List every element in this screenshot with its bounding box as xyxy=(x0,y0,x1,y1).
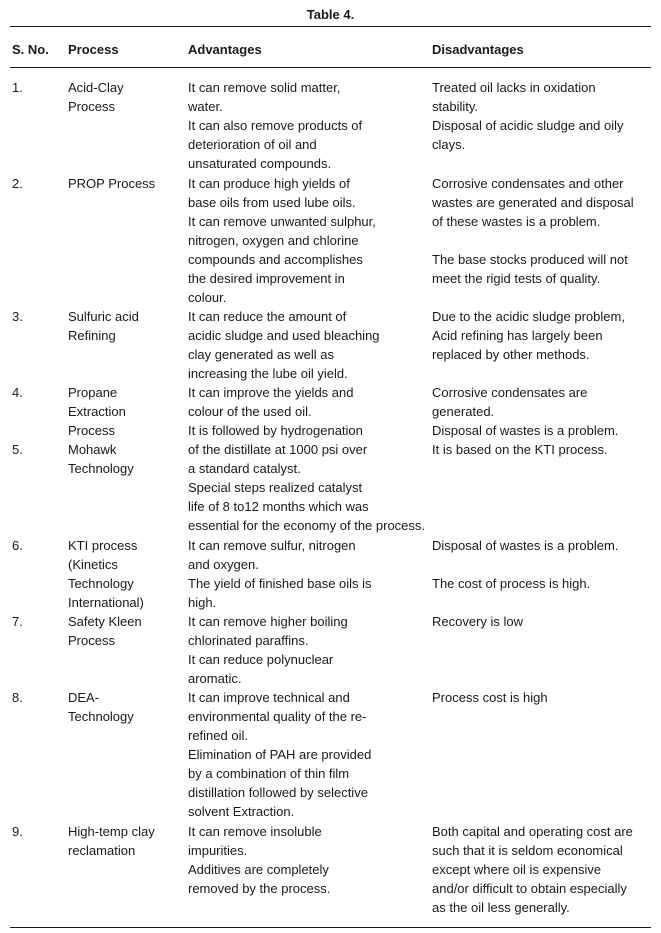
cell-line: aromatic. xyxy=(188,671,242,686)
cell-line: a standard catalyst. xyxy=(188,461,301,476)
cell-line: Propane xyxy=(68,385,118,400)
cell-line: water. xyxy=(188,99,223,114)
cell-line: stability. xyxy=(432,99,478,114)
blank-line xyxy=(432,555,652,574)
cell-line: KTI process xyxy=(68,538,138,553)
process-cell xyxy=(68,536,186,612)
cell-line: base oils from used lube oils. xyxy=(188,195,356,210)
cell-line: distillation followed by selective xyxy=(188,785,368,800)
cell-line: clays. xyxy=(432,137,466,152)
cell-line: PROP Process xyxy=(68,176,156,191)
sno-cell xyxy=(12,78,62,97)
cell-line: Corrosive condensates and other xyxy=(432,176,624,191)
disadvantages-cell xyxy=(432,307,652,364)
cell-line: Acid refining has largely been xyxy=(432,328,603,343)
cell-line: solvent Extraction. xyxy=(188,804,295,819)
cell-line: Mohawk xyxy=(68,442,117,457)
cell-line: as the oil less generally. xyxy=(432,900,570,915)
cell-line: generated. xyxy=(432,404,495,419)
cell-line: The base stocks produced will not xyxy=(432,252,628,267)
cell-line: increasing the lube oil yield. xyxy=(188,366,348,381)
cell-line: Process xyxy=(68,633,115,648)
cell-line: impurities. xyxy=(188,843,248,858)
cell-line: and oxygen. xyxy=(188,557,259,572)
cell-line: high. xyxy=(188,595,217,610)
cell-line: It can remove insoluble xyxy=(188,824,322,839)
cell-line: It can remove sulfur, nitrogen xyxy=(188,538,356,553)
cell-line: The cost of process is high. xyxy=(432,576,591,591)
cell-line: It can remove unwanted sulphur, xyxy=(188,214,376,229)
table-caption: Table 4. xyxy=(306,7,355,22)
cell-line: Both capital and operating cost are xyxy=(432,824,633,839)
cell-line: the desired improvement in xyxy=(188,271,345,286)
cell-line: Technology xyxy=(68,709,134,724)
cell-line: Process xyxy=(68,99,115,114)
cell-line: colour. xyxy=(188,290,227,305)
cell-line: 1. xyxy=(12,80,23,95)
table-header-rule xyxy=(10,67,651,68)
advantages-cell xyxy=(188,307,428,383)
cell-line: 2. xyxy=(12,176,23,191)
table-bottom-rule xyxy=(10,927,651,928)
table-top-rule xyxy=(10,26,651,27)
advantages-cell xyxy=(188,612,428,688)
cell-line: Special steps realized catalyst xyxy=(188,480,363,495)
cell-line: Elimination of PAH are provided xyxy=(188,747,372,762)
cell-line: refined oil. xyxy=(188,728,248,743)
cell-line: Process cost is high xyxy=(432,690,548,705)
cell-line: The yield of finished base oils is xyxy=(188,576,372,591)
cell-line: Disposal of acidic sludge and oily xyxy=(432,118,624,133)
cell-line: It can improve technical and xyxy=(188,690,350,705)
cell-line: unsaturated compounds. xyxy=(188,156,332,171)
cell-line: life of 8 to12 months which was xyxy=(188,499,369,514)
cell-line: Disposal of wastes is a problem. xyxy=(432,423,619,438)
cell-line: Technology xyxy=(68,576,134,591)
cell-line: High-temp clay xyxy=(68,824,155,839)
sno-cell xyxy=(12,383,62,402)
cell-line: It is followed by hydrogenation xyxy=(188,423,363,438)
cell-line: It can produce high yields of xyxy=(188,176,350,191)
advantages-cell xyxy=(188,440,428,535)
cell-line: replaced by other methods. xyxy=(432,347,590,362)
header-sno: S. No. xyxy=(12,42,49,57)
sno-cell xyxy=(12,174,62,193)
cell-line: reclamation xyxy=(68,843,136,858)
disadvantages-cell xyxy=(432,612,652,631)
cell-line: It can reduce the amount of xyxy=(188,309,347,324)
cell-line: Disposal of wastes is a problem. xyxy=(432,538,619,553)
cell-line: It is based on the KTI process. xyxy=(432,442,608,457)
cell-line: 9. xyxy=(12,824,23,839)
process-cell xyxy=(68,307,186,345)
cell-line: 5. xyxy=(12,442,23,457)
disadvantages-cell xyxy=(432,78,652,154)
process-cell xyxy=(68,822,186,860)
cell-line: removed by the process. xyxy=(188,881,331,896)
cell-line: DEA- xyxy=(68,690,100,705)
sno-cell xyxy=(12,822,62,841)
blank-line xyxy=(432,231,652,250)
cell-line: Recovery is low xyxy=(432,614,524,629)
header-disadvantages: Disadvantages xyxy=(432,42,524,57)
advantages-cell xyxy=(188,688,428,821)
process-cell xyxy=(68,78,186,116)
advantages-cell xyxy=(188,174,428,307)
sno-cell xyxy=(12,688,62,707)
advantages-cell xyxy=(188,822,428,898)
cell-line: such that it is seldom economical xyxy=(432,843,623,858)
disadvantages-cell xyxy=(432,688,652,707)
cell-line: of the distillate at 1000 psi over xyxy=(188,442,368,457)
advantages-cell xyxy=(188,536,428,612)
cell-line: compounds and accomplishes xyxy=(188,252,363,267)
sno-cell xyxy=(12,536,62,555)
cell-line: colour of the used oil. xyxy=(188,404,312,419)
cell-line: Refining xyxy=(68,328,116,343)
cell-line: meet the rigid tests of quality. xyxy=(432,271,601,286)
cell-line: environmental quality of the re- xyxy=(188,709,367,724)
cell-line: (Kinetics xyxy=(68,557,118,572)
cell-line: 8. xyxy=(12,690,23,705)
cell-line: of these wastes is a problem. xyxy=(432,214,601,229)
process-cell xyxy=(68,383,186,440)
advantages-cell xyxy=(188,383,428,440)
cell-line: It can also remove products of xyxy=(188,118,363,133)
disadvantages-cell xyxy=(432,822,652,917)
cell-line: clay generated as well as xyxy=(188,347,334,362)
sno-cell xyxy=(12,440,62,459)
cell-line: 3. xyxy=(12,309,23,324)
cell-line: deterioration of oil and xyxy=(188,137,317,152)
process-cell xyxy=(68,688,186,726)
header-process: Process xyxy=(68,42,119,57)
process-cell xyxy=(68,440,186,478)
process-cell xyxy=(68,174,186,193)
header-advantages: Advantages xyxy=(188,42,262,57)
sno-cell xyxy=(12,612,62,631)
cell-line: It can improve the yields and xyxy=(188,385,354,400)
cell-line: International) xyxy=(68,595,144,610)
cell-line: It can remove higher boiling xyxy=(188,614,348,629)
cell-line: chlorinated paraffins. xyxy=(188,633,309,648)
disadvantages-cell xyxy=(432,440,652,459)
cell-line: 6. xyxy=(12,538,23,553)
cell-line: Technology xyxy=(68,461,134,476)
cell-line: except where oil is expensive xyxy=(432,862,602,877)
cell-line: It can reduce polynuclear xyxy=(188,652,334,667)
cell-line: Process xyxy=(68,423,115,438)
disadvantages-cell xyxy=(432,536,652,593)
cell-line: wastes are generated and disposal xyxy=(432,195,634,210)
cell-line: and/or difficult to obtain especially xyxy=(432,881,627,896)
cell-line: Due to the acidic sludge problem, xyxy=(432,309,625,324)
cell-line: acidic sludge and used bleaching xyxy=(188,328,380,343)
process-cell xyxy=(68,612,186,650)
cell-line: Safety Kleen xyxy=(68,614,142,629)
cell-line: It can remove solid matter, xyxy=(188,80,341,95)
cell-line: 7. xyxy=(12,614,23,629)
advantages-cell xyxy=(188,78,428,173)
sno-cell xyxy=(12,307,62,326)
cell-line: Acid-Clay xyxy=(68,80,124,95)
disadvantages-cell xyxy=(432,174,652,288)
cell-line: Additives are completely xyxy=(188,862,329,877)
disadvantages-cell xyxy=(432,383,652,440)
cell-line: Sulfuric acid xyxy=(68,309,139,324)
cell-line: Treated oil lacks in oxidation xyxy=(432,80,596,95)
cell-line: nitrogen, oxygen and chlorine xyxy=(188,233,359,248)
cell-line: Extraction xyxy=(68,404,126,419)
cell-line: essential for the economy of the process. xyxy=(188,518,426,533)
cell-line: Corrosive condensates are xyxy=(432,385,588,400)
cell-line: by a combination of thin film xyxy=(188,766,350,781)
cell-line: 4. xyxy=(12,385,23,400)
